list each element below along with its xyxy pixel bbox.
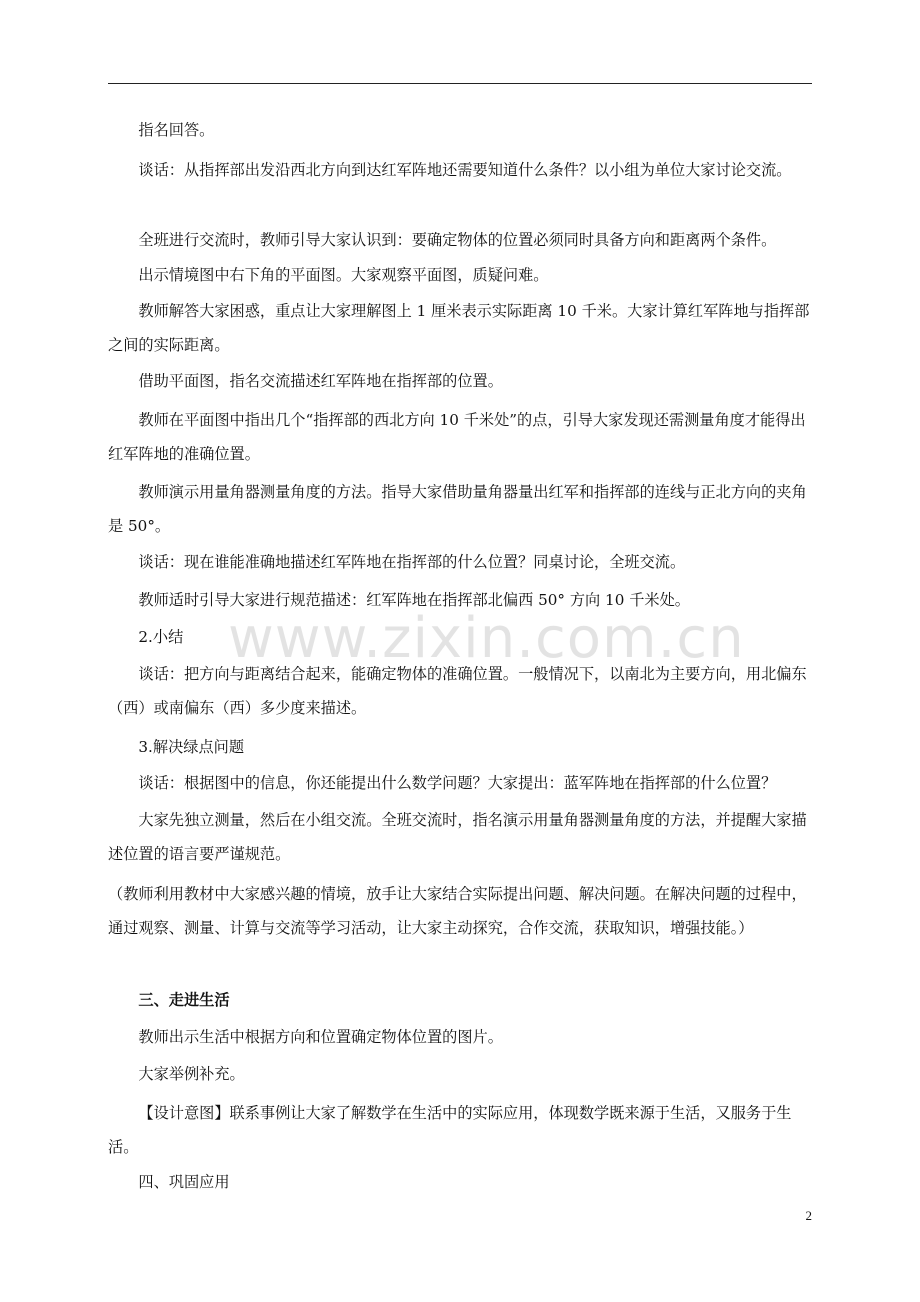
paragraph-talk-conditions: 谈话：从指挥部出发沿西北方向到达红军阵地还需要知道什么条件？以小组为单位大家讨论交流。	[138, 161, 792, 179]
heading-summary: 2.小结	[138, 628, 184, 646]
paragraph-standard-description: 教师适时引导大家进行规范描述：红军阵地在指挥部北偏西 50° 方向 10 千米处。	[138, 591, 690, 609]
paragraph-design-intent: 【设计意图】联系事例让大家了解数学在生活中的实际应用，体现数学既来源于生活，又服务于生活。	[108, 1104, 792, 1156]
paragraph-show-map: 出示情境图中右下角的平面图。大家观察平面图，质疑问难。	[138, 266, 549, 284]
paragraph-describe-position: 借助平面图，指名交流描述红军阵地在指挥部的位置。	[138, 372, 503, 390]
paragraph-summary: 谈话：把方向与距离结合起来，能确定物体的准确位置。一般情况下，以南北为主要方向，用北偏东（西）或南偏东（西）多少度来描述。	[108, 665, 807, 717]
paragraph-examples: 大家举例补充。	[138, 1065, 245, 1083]
paragraph-measure-independently: 大家先独立测量，然后在小组交流。全班交流时，指名演示用量角器测量角度的方法，并提醒大家描述位置的语言要严谨规范。	[108, 811, 807, 863]
heading-life: 三、走进生活	[138, 991, 230, 1009]
paragraph-scale: 教师解答大家困惑，重点让大家理解图上 1 厘米表示实际距离 10 千米。大家计算红军阵地与指挥部之间的实际距离。	[108, 302, 810, 354]
paragraph-protractor: 教师演示用量角器测量角度的方法。指导大家借助量角器量出红军和指挥部的连线与正北方向的夹角是 50°。	[108, 483, 807, 535]
paragraph-show-pictures: 教师出示生活中根据方向和位置确定物体位置的图片。	[138, 1028, 503, 1046]
paragraph-answer: 指名回答。	[138, 121, 215, 139]
paragraph-talk-describe: 谈话：现在谁能准确地描述红军阵地在指挥部的什么位置？同桌讨论，全班交流。	[138, 553, 686, 571]
watermark: www.zixin.com.cn	[228, 606, 745, 671]
page-number: 2	[805, 1208, 812, 1223]
paragraph-talk-question: 谈话：根据图中的信息，你还能提出什么数学问题？大家提出：蓝军阵地在指挥部的什么位置？	[138, 774, 777, 792]
paragraph-angle-needed: 教师在平面图中指出几个“指挥部的西北方向 10 千米处”的点，引导大家发现还需测量角度才能得出红军阵地的准确位置。	[108, 411, 806, 463]
heading-consolidate: 四、巩固应用	[138, 1173, 230, 1191]
paragraph-teacher-note: （教师利用教材中大家感兴趣的情境，放手让大家结合实际提出问题、解决问题。在解决问题的过程中，通过观察、测量、计算与交流等学习活动，让大家主动探究，合作交流，获取知识，增强技能。）	[108, 885, 807, 937]
header-rule	[108, 83, 812, 84]
heading-green-point: 3.解决绿点问题	[138, 738, 245, 756]
paragraph-two-conditions: 全班进行交流时，教师引导大家认识到：要确定物体的位置必须同时具备方向和距离两个条件。	[138, 231, 777, 249]
